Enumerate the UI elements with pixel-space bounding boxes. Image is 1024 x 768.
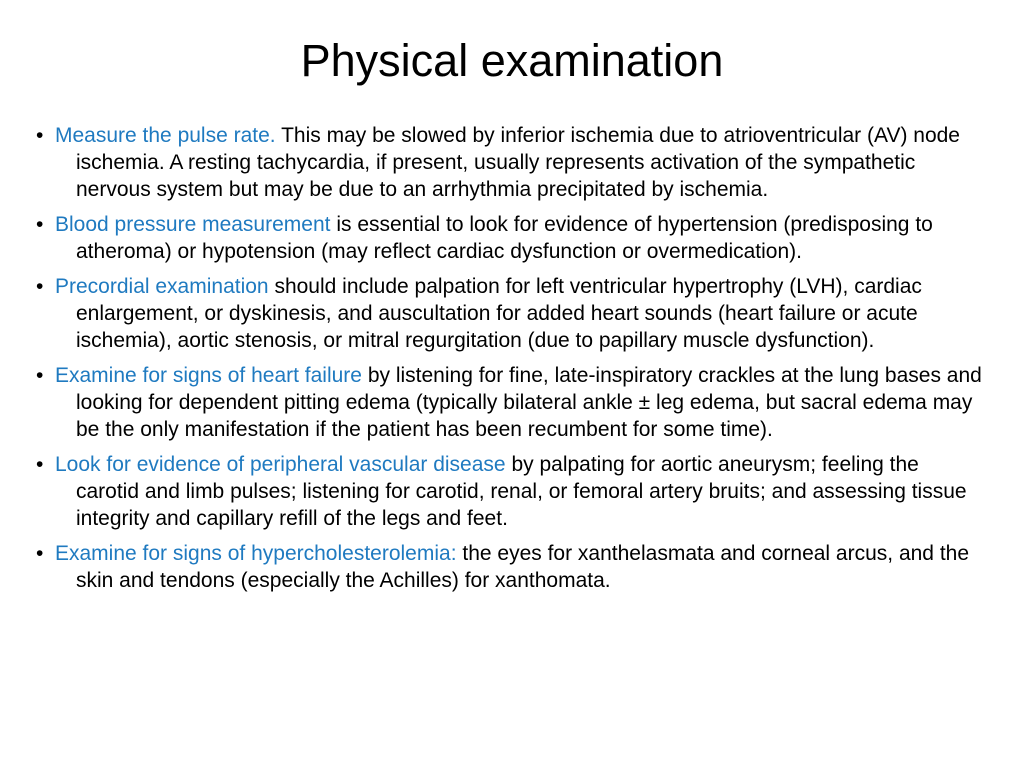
bullet-text: by listening for fine, late-inspiratory crackles at the lung bases and looking for dependent pitting edema (typically bilateral ankle ± leg edema, but sacral edema may be the only manifestation if the patient has been recumbent for some time). [76, 364, 982, 441]
bullet-lead: Blood pressure measurement [55, 213, 331, 236]
bullet-text: is essential to look for evidence of hypertension (predisposing to atheroma) or hypotension (may reflect cardiac dysfunction or overmedication). [76, 213, 933, 263]
bullet-icon: • [36, 364, 44, 387]
bullet-item-pulse-rate [36, 122, 986, 203]
bullet-icon: • [36, 542, 44, 565]
slide-title: Physical examination [300, 35, 724, 86]
bullet-lead: Precordial examination [55, 275, 269, 298]
bullet-item-hypercholesterolemia [36, 540, 986, 594]
bullet-item-blood-pressure [36, 211, 986, 265]
bullet-lead: Measure the pulse rate. [55, 124, 276, 147]
bullet-item-heart-failure [36, 362, 986, 443]
bullet-list [36, 122, 986, 602]
bullet-lead: Look for evidence of peripheral vascular disease [55, 453, 506, 476]
bullet-lead: Examine for signs of hypercholesterolemia: [55, 542, 457, 565]
bullet-icon: • [36, 124, 44, 147]
bullet-text: should include palpation for left ventricular hypertrophy (LVH), cardiac enlargement, or dyskinesis, and auscultation for added heart sounds (heart failure or acute ischemia), aortic stenosis, or mitral regurgitation (due to papillary muscle dysfunction). [76, 275, 922, 352]
bullet-text: by palpating for aortic aneurysm; feeling the carotid and limb pulses; listening for carotid, renal, or femoral artery bruits; and assessing tissue integrity and capillary refill of the legs and feet. [76, 453, 967, 530]
bullet-text: This may be slowed by inferior ischemia due to atrioventricular (AV) node ischemia. A resting tachycardia, if present, usually represents activation of the sympathetic nervous system but may be due to an arrhythmia precipitated by ischemia. [76, 124, 960, 201]
bullet-icon: • [36, 453, 44, 476]
bullet-item-peripheral-vascular [36, 451, 986, 532]
bullet-lead: Examine for signs of heart failure [55, 364, 362, 387]
bullet-item-precordial [36, 273, 986, 354]
bullet-icon: • [36, 275, 44, 298]
bullet-icon: • [36, 213, 44, 236]
bullet-text: the eyes for xanthelasmata and corneal arcus, and the skin and tendons (especially the Achilles) for xanthomata. [76, 542, 970, 592]
